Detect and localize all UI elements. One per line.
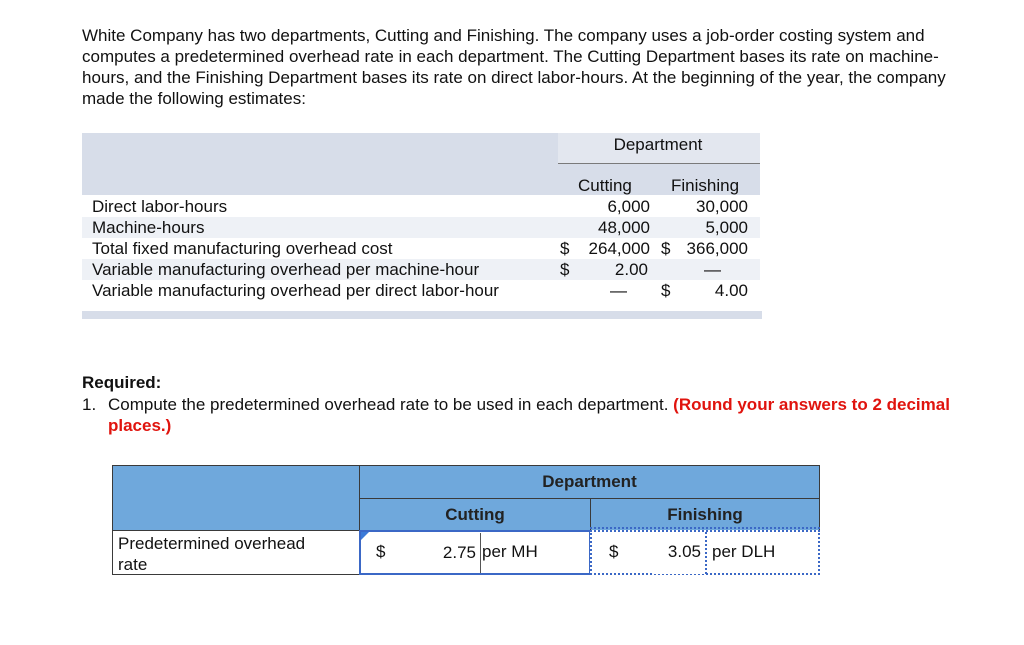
finishing-value: 30,000	[696, 197, 748, 216]
estimates-row	[82, 217, 760, 238]
estimates-row	[82, 280, 760, 301]
row-label: Variable manufacturing overhead per machine-hour	[92, 260, 480, 279]
finishing-value: 366,000	[686, 239, 748, 258]
cutting-currency-symbol: $	[560, 260, 570, 279]
cutting-value: 264,000	[588, 239, 650, 258]
estimates-row	[82, 259, 760, 280]
row-label: Machine-hours	[92, 218, 205, 237]
row-label: Total fixed manufacturing overhead cost	[92, 239, 393, 258]
finishing-currency-symbol: $	[661, 281, 671, 300]
finishing-value: —	[704, 260, 721, 279]
finishing-column-header: Finishing	[671, 176, 740, 195]
answer-finishing-header: Finishing	[667, 505, 743, 524]
row-label: Direct labor-hours	[92, 197, 228, 216]
cutting-value: 6,000	[607, 197, 650, 216]
cutting-currency-symbol: $	[560, 239, 570, 258]
required-question: Compute the predetermined overhead rate to be used in each department.	[108, 395, 669, 414]
estimates-row	[82, 196, 760, 217]
cutting-column-header: Cutting	[578, 176, 632, 195]
answer-cutting-header: Cutting	[445, 505, 505, 524]
finishing-value: 4.00	[714, 281, 748, 300]
cutting-unit-label: per MH	[482, 542, 538, 561]
cutting-currency-symbol: $	[376, 542, 386, 561]
finishing-currency-symbol: $	[609, 542, 619, 561]
cutting-value: 48,000	[598, 218, 650, 237]
answer-department-header: Department	[542, 472, 637, 491]
required-heading: Required:	[82, 373, 162, 392]
cell-marker-icon	[361, 532, 369, 540]
department-header: Department	[613, 135, 703, 154]
answer-row-label: Predetermined overhead rate	[118, 534, 306, 574]
required-item-number: 1.	[82, 395, 97, 414]
cutting-value: —	[610, 281, 627, 300]
finishing-header-focus-rule	[590, 527, 820, 529]
rounding-note: (Round your answers to 2 decimal places.)	[108, 395, 950, 435]
row-label: Variable manufacturing overhead per direct labor-hour	[92, 281, 499, 300]
cutting-rate-input[interactable]: 2.75	[428, 533, 481, 573]
problem-intro: White Company has two departments, Cutting and Finishing. The company uses a job-order costing system and computes a predetermined overhead rate in each department. The Cutting Department bases its rate on machine-hours, and the Finishing Department bases its rate on direct labor-hours. At the beginning of the year, the company made the following estimates:	[82, 26, 946, 108]
finishing-rate-input[interactable]: 3.05	[652, 532, 707, 574]
finishing-currency-symbol: $	[661, 239, 671, 258]
answer-header-blank	[112, 465, 360, 531]
required-item-text	[108, 394, 968, 436]
finishing-value: 5,000	[705, 218, 748, 237]
estimates-table	[82, 133, 760, 319]
estimates-footer-band	[82, 311, 762, 319]
finishing-unit-label: per DLH	[712, 542, 776, 561]
department-header-rule	[558, 163, 760, 164]
cutting-value: 2.00	[614, 260, 648, 279]
answer-table	[112, 465, 820, 577]
estimates-row	[82, 238, 760, 259]
